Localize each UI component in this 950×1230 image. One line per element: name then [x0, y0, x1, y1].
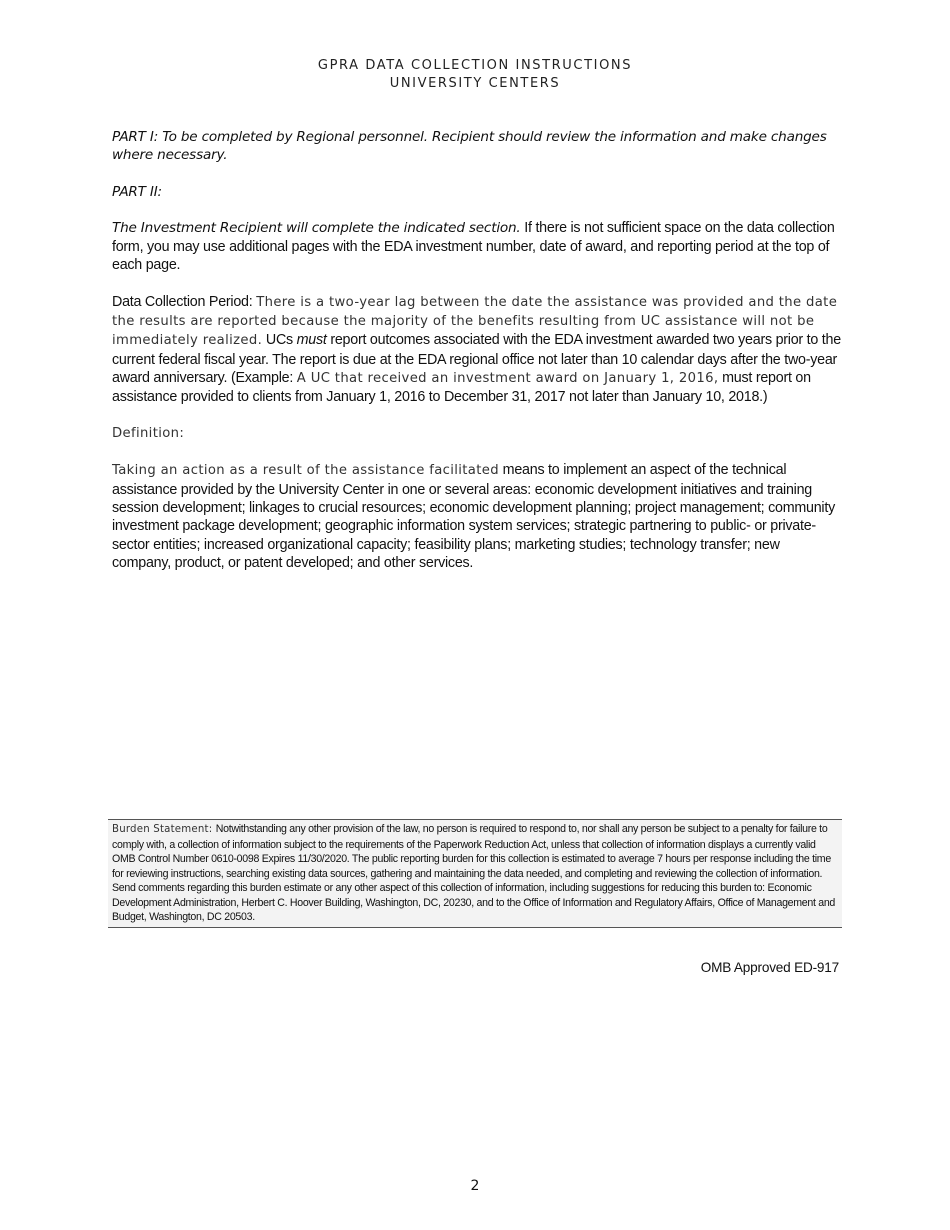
- data-collection-paragraph: [112, 293, 842, 407]
- data-collection-label: Data Collection Period:: [112, 293, 257, 310]
- burden-statement-text-a: Notwithstanding any other provision of the law, no person is required to respond to, nor shall any person be subject to a penalty for failure to comply with, a collection of information subject to the requirements of the Paperwork Reduction Act, unless that collection of information displays a currently valid OMB Control Number 0610-0098 Expires: [112, 823, 828, 865]
- data-collection-example: A UC that received an investment award on January 1, 2016,: [296, 370, 719, 386]
- burden-statement-text-b: . The public reporting burden for this collection is estimated to average 7 hours per response including the time for reviewing instructions, searching existing data sources, gathering and maintaining the data needed, and completing and reviewing the collection of information. Send comments regarding this burden estimate or any other aspect of this collection of information, including suggestions for reducing this burden to: Economic Development Administration, Herbert C. Hoover Building, Washington, DC, 20230, and to the Office of Information and Regulatory Affairs, Office of Management and Budget, Washington, DC 20503.: [112, 853, 836, 923]
- part-two-intro: The Investment Recipient will complete the indicated section.: [112, 220, 521, 237]
- definition-term: Taking an action as a result of the assistance facilitated: [112, 463, 499, 479]
- data-collection-must: must: [296, 332, 327, 349]
- data-collection-text-a: There is a two-year lag between the date the assistance was provided and the date the results are reported because the majority of the benefits resulting from UC assistance will not be immediately realized.: [112, 294, 838, 349]
- header-subtitle: UNIVERSITY CENTERS: [389, 76, 561, 91]
- data-collection-text-e: must report on assistance provided to clients from January 1, 2016 to December 31, 2017 not later than January 10, 2018.): [112, 369, 811, 406]
- document-header: [0, 57, 950, 93]
- burden-statement-box: [108, 819, 842, 928]
- part-two-heading: PART II:: [112, 183, 162, 200]
- header-title: GPRA DATA COLLECTION INSTRUCTIONS: [317, 58, 633, 73]
- data-collection-text-b: UCs: [262, 332, 297, 349]
- instructions-body: [112, 128, 842, 590]
- definition-text: means to implement an aspect of the technical assistance provided by the University Center in one or several areas: economic development initiatives and training session development; linkages to crucial resources; economic development planning; project management; community investment package development; geographic information system services; strategic partnering to public- or private-sector entities; increased organizational capacity; feasibility plans; marketing studies; technology transfer; new company, product, or patent developed; and other services.: [112, 462, 835, 571]
- part-two-text: If there is not sufficient space on the data collection form, you may use additional pages with the EDA investment number, date of award, and reporting period at the top of each page.: [112, 220, 835, 274]
- part-one-paragraph: PART I: To be completed by Regional personnel. Recipient should review the information and make changes where necessary.: [112, 129, 827, 164]
- definition-paragraph: [112, 461, 842, 572]
- omb-approval-label: OMB Approved ED-917: [700, 960, 839, 975]
- definition-heading: Definition:: [112, 425, 185, 441]
- data-collection-text-c: report outcomes associated with the EDA investment awarded two years prior to the current federal fiscal year. The report is due at the EDA regional office not later than 10 calendar days after the two-year award anniversary. (Example:: [112, 332, 841, 386]
- page-number: 2: [470, 1178, 480, 1194]
- burden-statement-label: Burden Statement:: [112, 824, 216, 835]
- burden-statement-expires: 11/30/2020: [297, 853, 347, 865]
- part-two-paragraph: [112, 219, 842, 274]
